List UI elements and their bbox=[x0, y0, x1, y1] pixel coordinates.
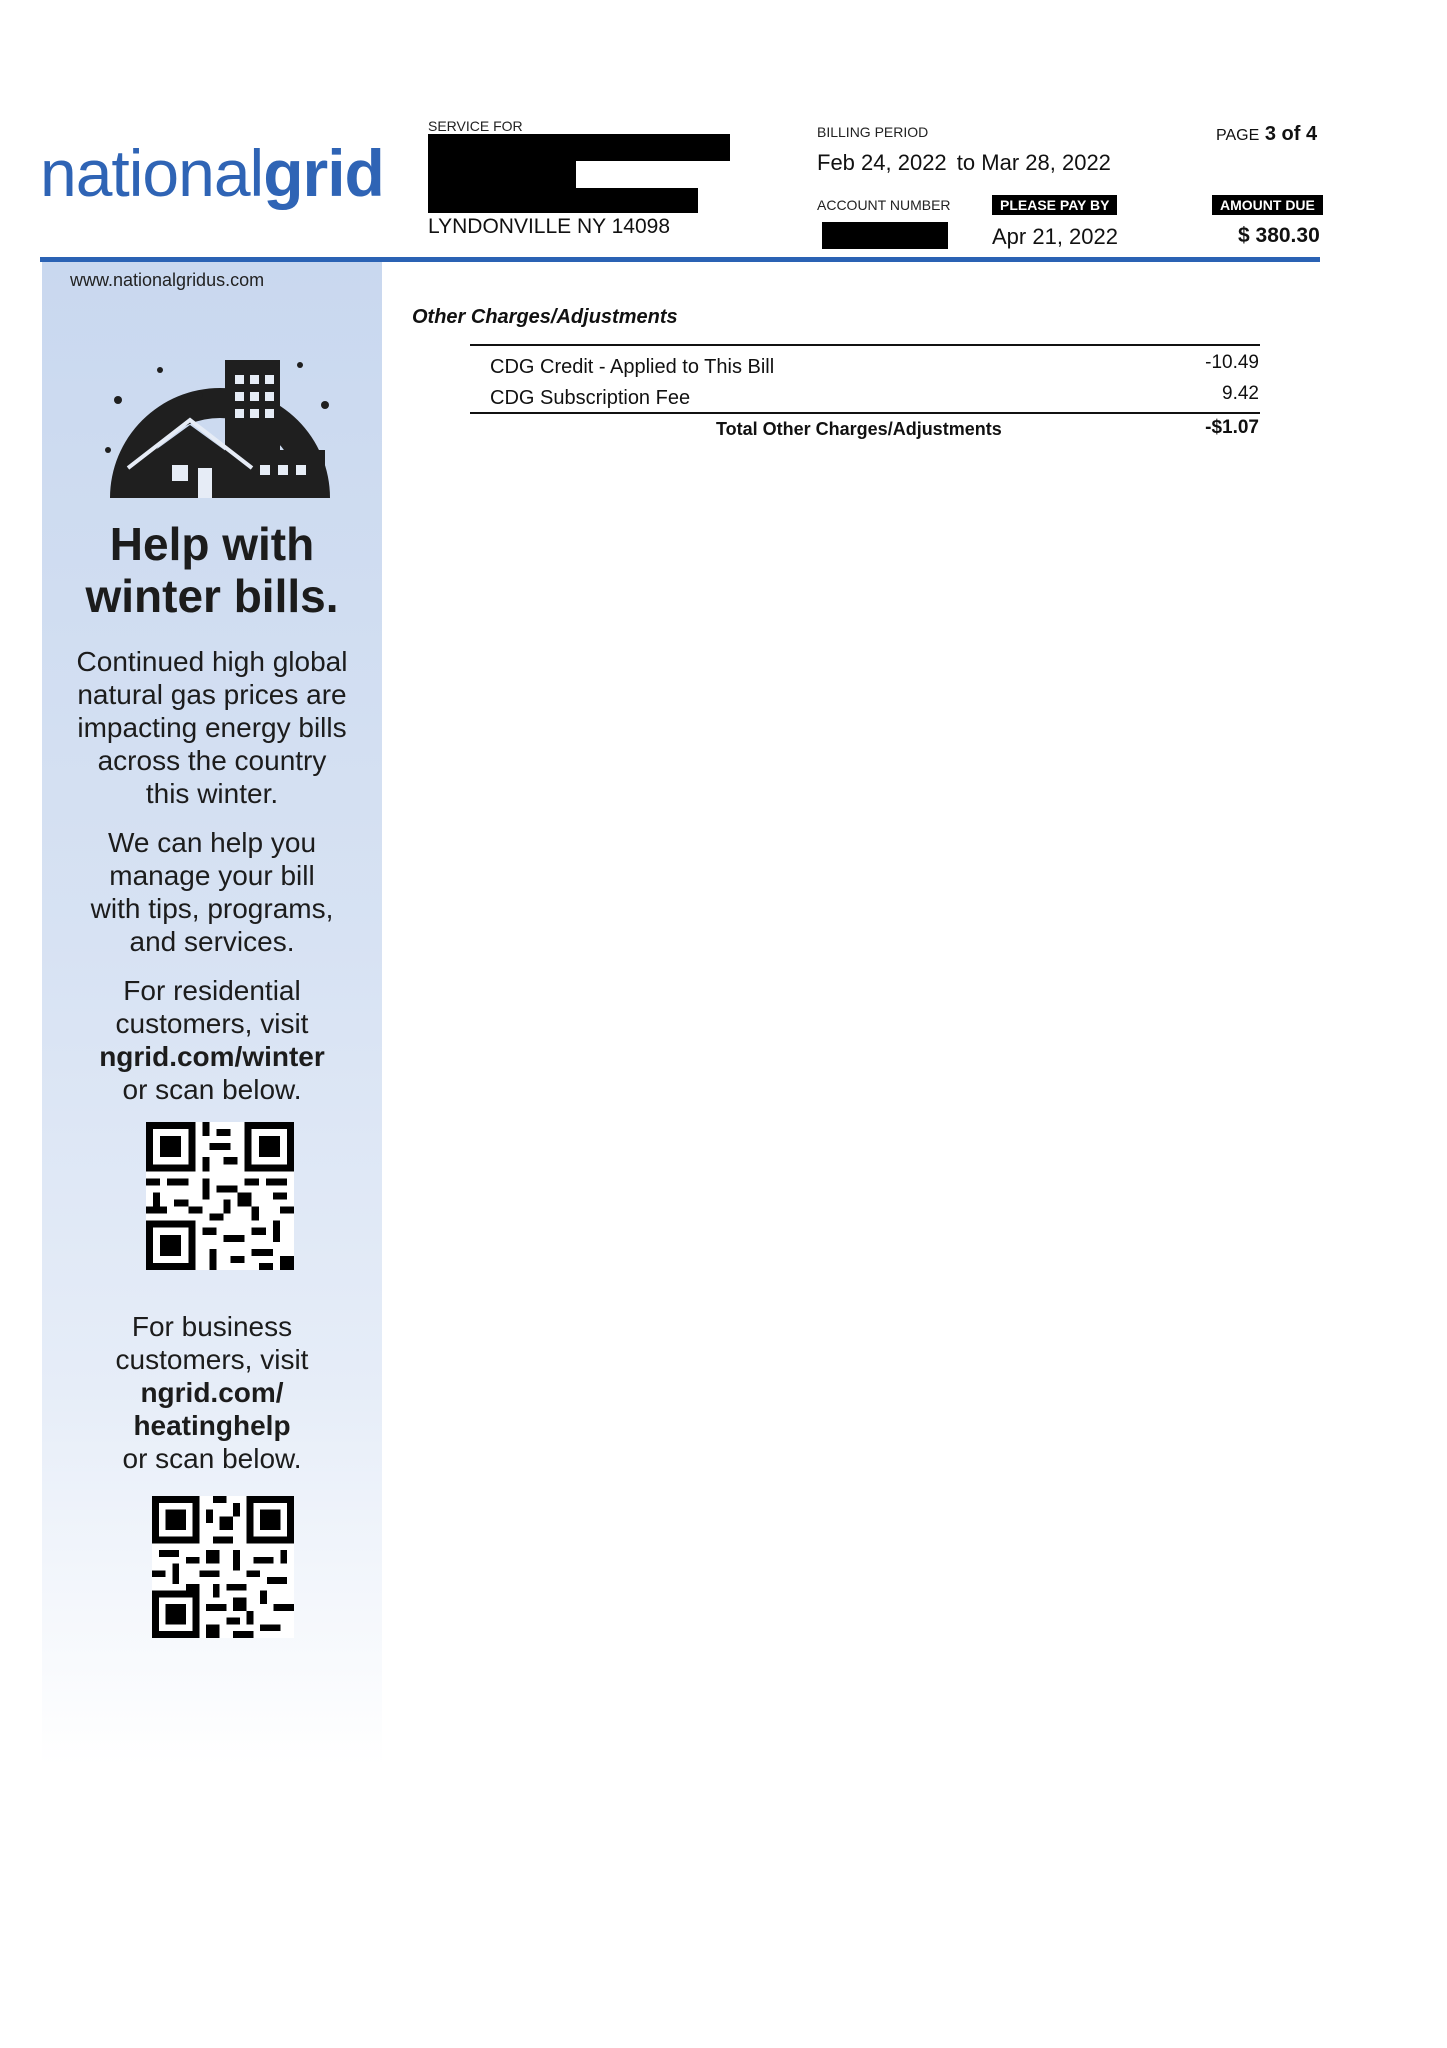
para1-line: natural gas prices are bbox=[77, 679, 347, 710]
para4-line: customers, visit bbox=[115, 1344, 309, 1375]
national-grid-logo bbox=[40, 136, 384, 210]
billing-period-to: Mar 28, 2022 bbox=[981, 150, 1111, 175]
amount-due-badge: AMOUNT DUE bbox=[1212, 195, 1323, 215]
charge-row-value-cdg-credit: -10.49 bbox=[1205, 352, 1259, 373]
para1-line: Continued high global bbox=[76, 646, 348, 677]
pay-by-date: Apr 21, 2022 bbox=[992, 224, 1118, 249]
amount-due-value: $ 380.30 bbox=[1238, 224, 1320, 247]
redacted-account-number bbox=[822, 222, 948, 249]
please-pay-by-badge: PLEASE PAY BY bbox=[992, 195, 1117, 215]
business-qr-code[interactable] bbox=[152, 1496, 294, 1638]
logo-text-national: national bbox=[40, 136, 264, 210]
table-top-rule bbox=[470, 344, 1260, 346]
service-city: LYNDONVILLE NY 14098 bbox=[428, 215, 671, 238]
website-url: www.nationalgridus.com bbox=[70, 270, 265, 290]
charge-row-label-cdg-fee: CDG Subscription Fee bbox=[490, 387, 691, 409]
total-other-charges-label: Total Other Charges/Adjustments bbox=[716, 419, 1002, 439]
redacted-name bbox=[428, 134, 730, 161]
para3-line: or scan below. bbox=[122, 1074, 302, 1105]
page-value: 3 of 4 bbox=[1264, 123, 1318, 145]
para2-line: manage your bill bbox=[109, 860, 315, 891]
billing-period-label: BILLING PERIOD bbox=[817, 124, 929, 140]
winter-house-city-icon bbox=[100, 340, 340, 500]
para2-line: with tips, programs, bbox=[90, 893, 334, 924]
logo-text-grid: grid bbox=[263, 136, 384, 210]
redacted-address-1 bbox=[428, 161, 576, 188]
gas-prices-paragraph bbox=[42, 645, 382, 810]
para3-line: customers, visit bbox=[115, 1008, 309, 1039]
redacted-address-2 bbox=[428, 188, 698, 213]
para2-line: and services. bbox=[129, 926, 295, 957]
other-charges-title: Other Charges/Adjustments bbox=[412, 306, 678, 328]
para1-line: across the country bbox=[97, 745, 327, 776]
para4-line: For business bbox=[131, 1311, 293, 1342]
para4-line: or scan below. bbox=[122, 1443, 302, 1474]
residential-paragraph bbox=[42, 974, 382, 1106]
residential-qr-code[interactable] bbox=[146, 1122, 294, 1270]
para2-line: We can help you bbox=[107, 827, 317, 858]
billing-period bbox=[817, 150, 1111, 176]
billing-period-to-word: to bbox=[956, 150, 976, 175]
business-link-1[interactable]: ngrid.com/ bbox=[140, 1377, 284, 1408]
charge-row-label-cdg-credit: CDG Credit - Applied to This Bill bbox=[490, 356, 775, 378]
heading-line-1: Help with bbox=[109, 518, 315, 570]
heading-line-2: winter bills. bbox=[85, 570, 339, 622]
para1-line: impacting energy bills bbox=[77, 712, 347, 743]
charge-row-value-cdg-fee: 9.42 bbox=[1222, 383, 1259, 404]
help-paragraph bbox=[42, 826, 382, 958]
para3-line: For residential bbox=[123, 975, 301, 1006]
winter-bills-heading bbox=[42, 518, 382, 622]
table-total-rule bbox=[470, 412, 1260, 414]
billing-period-from: Feb 24, 2022 bbox=[817, 150, 947, 175]
para1-line: this winter. bbox=[145, 778, 279, 809]
service-for-label: SERVICE FOR bbox=[428, 118, 523, 134]
business-link-2[interactable]: heatinghelp bbox=[133, 1410, 291, 1441]
page-indicator bbox=[1216, 123, 1317, 146]
total-other-charges-value: -$1.07 bbox=[1205, 417, 1259, 438]
page-label: PAGE bbox=[1216, 127, 1260, 144]
account-number-label: ACCOUNT NUMBER bbox=[817, 197, 951, 213]
business-paragraph bbox=[42, 1310, 382, 1475]
residential-link[interactable]: ngrid.com/winter bbox=[99, 1041, 325, 1072]
